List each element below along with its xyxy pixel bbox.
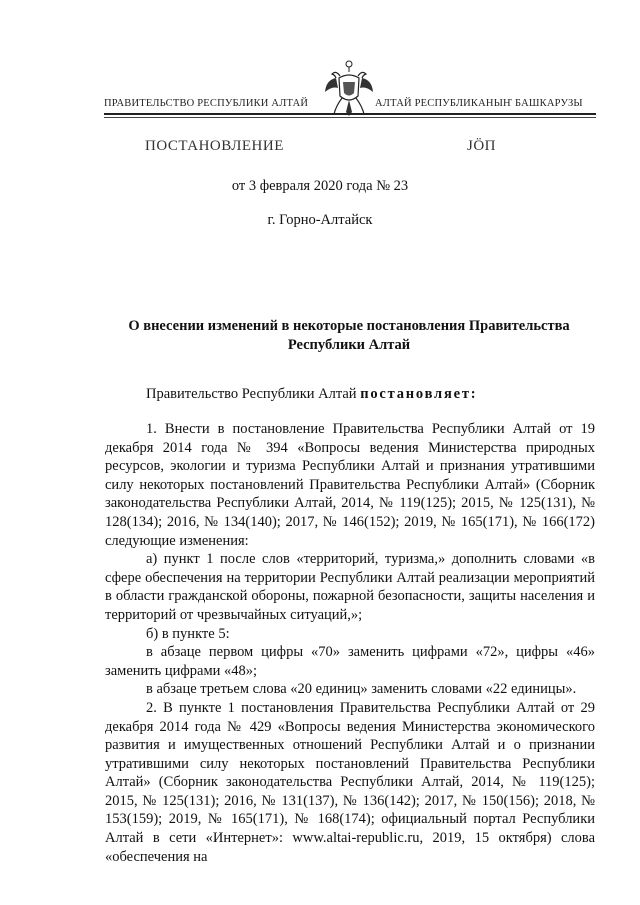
header-rule-thick [104, 113, 596, 115]
date-line: от 3 февраля 2020 года № 23 [231, 178, 409, 194]
preamble-emphasis: постановляет: [360, 386, 478, 402]
document-body [105, 420, 595, 866]
paragraph: б) в пункте 5: [146, 625, 230, 642]
paragraph: а) пункт 1 после слов «территорий, туризма,» дополнить словами «в сфере обеспечения на территории Республики Алтай реализации мероприятий в области гражданской обороны, пожарной безопасности, защиты населения и территорий от чрезвычайных ситуаций,»; [105, 551, 595, 623]
paragraph: 2. В пункте 1 постановления Правительства Республики Алтай от 29 декабря 2014 года № 429 «Вопросы ведения Министерства экономического развития и имущественных отношений Республики Алтай и о признании утратившими силу некоторых постановлений Правительства Республики Алтай» (Сборник законодательства Республики Алтай, 2014, № 119(125); 2015, № 125(131); 2016, № 131(137), № 136(142); 2017, № 150(156); 2018, № 153(159); 2019, № 165(171), № 168(174); официальный портал Республики Алтай в сети «Интернет»: www.altai-republic.ru, 2019, 15 октября) слова «обеспечения на [105, 699, 595, 865]
header-right-title: АЛТАЙ РЕСПУБЛИКАНЫҤ БАШКАРУЗЫ [375, 98, 583, 109]
preamble-prefix: Правительство Республики Алтай [146, 386, 361, 402]
doc-kind-right: ЈӦП [467, 138, 497, 154]
paragraph: в абзаце первом цифры «70» заменить цифрами «72», цифры «46» заменить цифрами «48»; [105, 644, 595, 679]
header-left-title: ПРАВИТЕЛЬСТВО РЕСПУБЛИКИ АЛТАЙ [104, 98, 309, 109]
doc-kind-left: ПОСТАНОВЛЕНИЕ [145, 138, 284, 154]
coat-of-arms-eagle-icon [322, 58, 376, 118]
paragraph: 1. Внести в постановление Правительства Республики Алтай от 19 декабря 2014 года № 394 «Вопросы ведения Министерства природных ресурсов, экологии и туризма Республики Алтай и признания утратившими силу некоторых постановлений Правительства Республики Алтай» (Сборник законодательства Республики Алтай, 2014, № 119(125); 2015, № 125(131), № 128(134); 2016, № 134(140); 2017, № 146(152); 2019, № 165(171), № 166(172) следующие изменения: [105, 421, 595, 549]
header-rule-thin [104, 117, 596, 118]
preamble [146, 386, 477, 403]
document-title: О внесении изменений в некоторые постановления Правительства Республики Алтай [128, 318, 570, 353]
city-line: г. Горно-Алтайск [267, 212, 373, 228]
paragraph: в абзаце третьем слова «20 единиц» заменить словами «22 единицы». [146, 681, 577, 698]
